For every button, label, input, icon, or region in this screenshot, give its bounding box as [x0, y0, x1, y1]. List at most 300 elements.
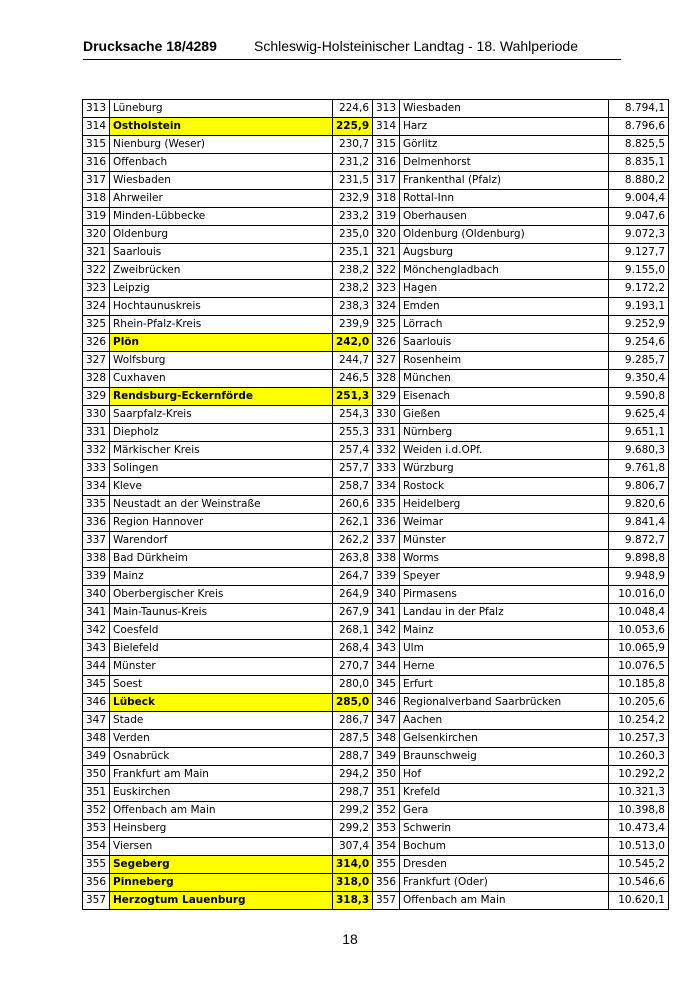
district-name-left: Coesfeld: [110, 622, 333, 640]
district-name-right: Erfurt: [400, 676, 609, 694]
value-right: 10.546,6: [609, 874, 669, 892]
table-row: [83, 262, 669, 280]
value-right: 8.794,1: [609, 100, 669, 118]
table-row: [83, 694, 669, 712]
district-name-right: Heidelberg: [400, 496, 609, 514]
table-row: [83, 802, 669, 820]
district-name-right: Oberhausen: [400, 208, 609, 226]
rank-left: 346: [83, 694, 110, 712]
rank-left: 338: [83, 550, 110, 568]
table-row: [83, 532, 669, 550]
rank-right: 353: [373, 820, 400, 838]
rank-right: 346: [373, 694, 400, 712]
table-row: [83, 586, 669, 604]
rank-right: 341: [373, 604, 400, 622]
value-right: 9.820,6: [609, 496, 669, 514]
value-right: 10.205,6: [609, 694, 669, 712]
rank-left: 320: [83, 226, 110, 244]
table-row: [83, 136, 669, 154]
value-left: 246,5: [333, 370, 373, 388]
table-row: [83, 190, 669, 208]
table-row: [83, 568, 669, 586]
rank-right: 354: [373, 838, 400, 856]
value-right: 10.620,1: [609, 892, 669, 910]
value-right: 9.350,4: [609, 370, 669, 388]
value-left: 299,2: [333, 820, 373, 838]
district-name-left: Saarlouis: [110, 244, 333, 262]
district-name-left: Wiesbaden: [110, 172, 333, 190]
value-left: 232,9: [333, 190, 373, 208]
district-name-right: Wiesbaden: [400, 100, 609, 118]
table-row: [83, 154, 669, 172]
rank-left: 351: [83, 784, 110, 802]
value-right: 9.254,6: [609, 334, 669, 352]
rank-right: 336: [373, 514, 400, 532]
district-name-right: Mainz: [400, 622, 609, 640]
ranking-table-body: [83, 100, 669, 910]
table-row: [83, 604, 669, 622]
value-left: 286,7: [333, 712, 373, 730]
value-left: 318,3: [333, 892, 373, 910]
district-name-right: Münster: [400, 532, 609, 550]
value-right: 9.806,7: [609, 478, 669, 496]
table-row: [83, 856, 669, 874]
district-name-left: Diepholz: [110, 424, 333, 442]
rank-right: 350: [373, 766, 400, 784]
district-name-left: Region Hannover: [110, 514, 333, 532]
value-right: 9.193,1: [609, 298, 669, 316]
district-name-left: Viersen: [110, 838, 333, 856]
district-name-left: Cuxhaven: [110, 370, 333, 388]
value-right: 10.048,4: [609, 604, 669, 622]
rank-left: 322: [83, 262, 110, 280]
rank-left: 332: [83, 442, 110, 460]
rank-left: 329: [83, 388, 110, 406]
rank-right: 347: [373, 712, 400, 730]
rank-left: 336: [83, 514, 110, 532]
value-right: 10.321,3: [609, 784, 669, 802]
district-name-right: Hagen: [400, 280, 609, 298]
rank-left: 341: [83, 604, 110, 622]
district-name-right: Speyer: [400, 568, 609, 586]
district-name-left: Hochtaunuskreis: [110, 298, 333, 316]
district-name-left: Wolfsburg: [110, 352, 333, 370]
district-name-right: Oldenburg (Oldenburg): [400, 226, 609, 244]
district-name-right: Krefeld: [400, 784, 609, 802]
table-row: [83, 478, 669, 496]
value-left: 263,8: [333, 550, 373, 568]
district-name-right: Lörrach: [400, 316, 609, 334]
rank-right: 324: [373, 298, 400, 316]
rank-left: 315: [83, 136, 110, 154]
district-name-right: Harz: [400, 118, 609, 136]
district-name-left: Plön: [110, 334, 333, 352]
district-name-right: München: [400, 370, 609, 388]
rank-left: 343: [83, 640, 110, 658]
district-name-left: Oberbergischer Kreis: [110, 586, 333, 604]
table-row: [83, 730, 669, 748]
rank-left: 333: [83, 460, 110, 478]
rank-left: 331: [83, 424, 110, 442]
value-left: 231,2: [333, 154, 373, 172]
district-name-right: Görlitz: [400, 136, 609, 154]
rank-right: 337: [373, 532, 400, 550]
value-right: 10.513,0: [609, 838, 669, 856]
rank-left: 356: [83, 874, 110, 892]
district-name-left: Warendorf: [110, 532, 333, 550]
table-row: [83, 316, 669, 334]
district-name-right: Gießen: [400, 406, 609, 424]
district-name-left: Saarpfalz-Kreis: [110, 406, 333, 424]
value-right: 9.841,4: [609, 514, 669, 532]
rank-right: 351: [373, 784, 400, 802]
table-row: [83, 676, 669, 694]
value-right: 9.625,4: [609, 406, 669, 424]
rank-left: 354: [83, 838, 110, 856]
value-left: 233,2: [333, 208, 373, 226]
rank-left: 345: [83, 676, 110, 694]
district-name-left: Neustadt an der Weinstraße: [110, 496, 333, 514]
table-row: [83, 658, 669, 676]
table-row: [83, 892, 669, 910]
rank-right: 326: [373, 334, 400, 352]
district-name-left: Münster: [110, 658, 333, 676]
district-name-right: Rottal-Inn: [400, 190, 609, 208]
rank-left: 319: [83, 208, 110, 226]
value-left: 235,1: [333, 244, 373, 262]
value-right: 9.155,0: [609, 262, 669, 280]
value-right: 9.172,2: [609, 280, 669, 298]
value-left: 238,2: [333, 280, 373, 298]
value-right: 8.835,1: [609, 154, 669, 172]
district-name-left: Rhein-Pfalz-Kreis: [110, 316, 333, 334]
rank-left: 335: [83, 496, 110, 514]
district-name-left: Main-Taunus-Kreis: [110, 604, 333, 622]
table-row: [83, 172, 669, 190]
rank-right: 355: [373, 856, 400, 874]
value-right: 9.761,8: [609, 460, 669, 478]
table-row: [83, 514, 669, 532]
table-row: [83, 838, 669, 856]
rank-right: 313: [373, 100, 400, 118]
rank-right: 356: [373, 874, 400, 892]
rank-right: 338: [373, 550, 400, 568]
header-rule: [83, 59, 621, 60]
value-left: 238,2: [333, 262, 373, 280]
value-right: 9.872,7: [609, 532, 669, 550]
rank-left: 324: [83, 298, 110, 316]
rank-right: 330: [373, 406, 400, 424]
rank-right: 323: [373, 280, 400, 298]
value-left: 268,4: [333, 640, 373, 658]
district-name-left: Minden-Lübbecke: [110, 208, 333, 226]
rank-left: 334: [83, 478, 110, 496]
table-row: [83, 280, 669, 298]
rank-left: 316: [83, 154, 110, 172]
value-right: 9.285,7: [609, 352, 669, 370]
table-row: [83, 244, 669, 262]
value-left: 285,0: [333, 694, 373, 712]
district-name-left: Bielefeld: [110, 640, 333, 658]
value-left: 260,6: [333, 496, 373, 514]
rank-left: 344: [83, 658, 110, 676]
value-left: 254,3: [333, 406, 373, 424]
value-right: 10.065,9: [609, 640, 669, 658]
district-name-left: Kleve: [110, 478, 333, 496]
value-left: 268,1: [333, 622, 373, 640]
table-row: [83, 784, 669, 802]
district-name-right: Gera: [400, 802, 609, 820]
district-name-left: Soest: [110, 676, 333, 694]
rank-left: 340: [83, 586, 110, 604]
district-name-left: Zweibrücken: [110, 262, 333, 280]
district-name-left: Leipzig: [110, 280, 333, 298]
value-right: 9.948,9: [609, 568, 669, 586]
value-left: 238,3: [333, 298, 373, 316]
district-name-right: Braunschweig: [400, 748, 609, 766]
value-left: 258,7: [333, 478, 373, 496]
table-row: [83, 334, 669, 352]
value-right: 8.825,5: [609, 136, 669, 154]
ranking-table: [82, 99, 669, 910]
district-name-left: Ahrweiler: [110, 190, 333, 208]
rank-left: 318: [83, 190, 110, 208]
rank-right: 325: [373, 316, 400, 334]
district-name-left: Bad Dürkheim: [110, 550, 333, 568]
value-left: 270,7: [333, 658, 373, 676]
district-name-right: Rostock: [400, 478, 609, 496]
district-name-left: Ostholstein: [110, 118, 333, 136]
value-left: 225,9: [333, 118, 373, 136]
rank-left: 321: [83, 244, 110, 262]
table-row: [83, 874, 669, 892]
rank-right: 340: [373, 586, 400, 604]
value-left: 298,7: [333, 784, 373, 802]
rank-right: 333: [373, 460, 400, 478]
value-right: 10.016,0: [609, 586, 669, 604]
table-row: [83, 442, 669, 460]
rank-right: 352: [373, 802, 400, 820]
value-right: 10.292,2: [609, 766, 669, 784]
rank-left: 323: [83, 280, 110, 298]
value-right: 9.072,3: [609, 226, 669, 244]
table-row: [83, 298, 669, 316]
value-left: 255,3: [333, 424, 373, 442]
district-name-right: Augsburg: [400, 244, 609, 262]
rank-left: 342: [83, 622, 110, 640]
value-left: 262,1: [333, 514, 373, 532]
value-right: 8.880,2: [609, 172, 669, 190]
value-left: 251,3: [333, 388, 373, 406]
rank-left: 352: [83, 802, 110, 820]
table-row: [83, 640, 669, 658]
district-name-right: Delmenhorst: [400, 154, 609, 172]
rank-left: 353: [83, 820, 110, 838]
district-name-right: Emden: [400, 298, 609, 316]
rank-right: 329: [373, 388, 400, 406]
rank-right: 328: [373, 370, 400, 388]
district-name-right: Mönchengladbach: [400, 262, 609, 280]
district-name-left: Oldenburg: [110, 226, 333, 244]
value-right: 10.473,4: [609, 820, 669, 838]
table-row: [83, 550, 669, 568]
rank-right: 348: [373, 730, 400, 748]
rank-left: 328: [83, 370, 110, 388]
value-left: 314,0: [333, 856, 373, 874]
district-name-right: Gelsenkirchen: [400, 730, 609, 748]
district-name-right: Schwerin: [400, 820, 609, 838]
rank-right: 314: [373, 118, 400, 136]
table-row: [83, 352, 669, 370]
district-name-left: Frankfurt am Main: [110, 766, 333, 784]
value-right: 9.651,1: [609, 424, 669, 442]
rank-right: 344: [373, 658, 400, 676]
value-right: 9.047,6: [609, 208, 669, 226]
value-right: 9.898,8: [609, 550, 669, 568]
table-row: [83, 118, 669, 136]
value-right: 10.398,8: [609, 802, 669, 820]
value-left: 267,9: [333, 604, 373, 622]
table-row: [83, 100, 669, 118]
district-name-left: Offenbach am Main: [110, 802, 333, 820]
table-row: [83, 226, 669, 244]
rank-left: 339: [83, 568, 110, 586]
rank-right: 319: [373, 208, 400, 226]
rank-right: 322: [373, 262, 400, 280]
value-left: 299,2: [333, 802, 373, 820]
rank-right: 332: [373, 442, 400, 460]
value-left: 294,2: [333, 766, 373, 784]
district-name-right: Rosenheim: [400, 352, 609, 370]
rank-left: 347: [83, 712, 110, 730]
value-left: 262,2: [333, 532, 373, 550]
rank-right: 343: [373, 640, 400, 658]
value-right: 9.127,7: [609, 244, 669, 262]
rank-left: 349: [83, 748, 110, 766]
district-name-right: Würzburg: [400, 460, 609, 478]
value-left: 231,5: [333, 172, 373, 190]
rank-right: 318: [373, 190, 400, 208]
district-name-left: Osnabrück: [110, 748, 333, 766]
district-name-left: Verden: [110, 730, 333, 748]
district-name-right: Herne: [400, 658, 609, 676]
district-name-right: Weiden i.d.OPf.: [400, 442, 609, 460]
value-right: 9.680,3: [609, 442, 669, 460]
value-left: 264,9: [333, 586, 373, 604]
table-row: [83, 388, 669, 406]
value-right: 9.252,9: [609, 316, 669, 334]
district-name-right: Weimar: [400, 514, 609, 532]
value-left: 239,9: [333, 316, 373, 334]
value-right: 10.076,5: [609, 658, 669, 676]
district-name-right: Regionalverband Saarbrücken: [400, 694, 609, 712]
value-right: 9.590,8: [609, 388, 669, 406]
rank-right: 339: [373, 568, 400, 586]
value-right: 10.260,3: [609, 748, 669, 766]
rank-left: 327: [83, 352, 110, 370]
district-name-left: Lübeck: [110, 694, 333, 712]
rank-left: 348: [83, 730, 110, 748]
district-name-right: Worms: [400, 550, 609, 568]
value-left: 318,0: [333, 874, 373, 892]
value-right: 8.796,6: [609, 118, 669, 136]
table-row: [83, 766, 669, 784]
district-name-left: Mainz: [110, 568, 333, 586]
value-right: 10.257,3: [609, 730, 669, 748]
rank-left: 326: [83, 334, 110, 352]
rank-left: 330: [83, 406, 110, 424]
value-right: 10.053,6: [609, 622, 669, 640]
value-left: 264,7: [333, 568, 373, 586]
district-name-left: Pinneberg: [110, 874, 333, 892]
rank-right: 317: [373, 172, 400, 190]
district-name-left: Stade: [110, 712, 333, 730]
value-left: 288,7: [333, 748, 373, 766]
district-name-left: Herzogtum Lauenburg: [110, 892, 333, 910]
rank-right: 345: [373, 676, 400, 694]
value-left: 224,6: [333, 100, 373, 118]
district-name-right: Ulm: [400, 640, 609, 658]
rank-left: 337: [83, 532, 110, 550]
district-name-left: Lüneburg: [110, 100, 333, 118]
district-name-left: Offenbach: [110, 154, 333, 172]
rank-right: 335: [373, 496, 400, 514]
value-left: 242,0: [333, 334, 373, 352]
parliament-title: Schleswig-Holsteinischer Landtag - 18. Wahlperiode: [254, 38, 578, 54]
document-number: Drucksache 18/4289: [83, 38, 217, 54]
district-name-right: Saarlouis: [400, 334, 609, 352]
rank-left: 357: [83, 892, 110, 910]
value-left: 287,5: [333, 730, 373, 748]
rank-right: 334: [373, 478, 400, 496]
district-name-left: Segeberg: [110, 856, 333, 874]
district-name-right: Aachen: [400, 712, 609, 730]
rank-right: 315: [373, 136, 400, 154]
page-header: [83, 38, 621, 60]
rank-right: 349: [373, 748, 400, 766]
district-name-right: Bochum: [400, 838, 609, 856]
district-name-left: Rendsburg-Eckernförde: [110, 388, 333, 406]
rank-left: 314: [83, 118, 110, 136]
value-right: 10.185,8: [609, 676, 669, 694]
table-row: [83, 406, 669, 424]
district-name-right: Offenbach am Main: [400, 892, 609, 910]
district-name-right: Eisenach: [400, 388, 609, 406]
rank-left: 355: [83, 856, 110, 874]
rank-right: 321: [373, 244, 400, 262]
value-left: 230,7: [333, 136, 373, 154]
district-name-right: Nürnberg: [400, 424, 609, 442]
value-left: 257,7: [333, 460, 373, 478]
district-name-right: Dresden: [400, 856, 609, 874]
rank-right: 327: [373, 352, 400, 370]
rank-right: 320: [373, 226, 400, 244]
value-right: 10.545,2: [609, 856, 669, 874]
district-name-right: Pirmasens: [400, 586, 609, 604]
table-row: [83, 370, 669, 388]
table-row: [83, 712, 669, 730]
table-row: [83, 820, 669, 838]
district-name-left: Solingen: [110, 460, 333, 478]
table-row: [83, 424, 669, 442]
value-left: 280,0: [333, 676, 373, 694]
rank-right: 331: [373, 424, 400, 442]
rank-right: 357: [373, 892, 400, 910]
district-name-left: Euskirchen: [110, 784, 333, 802]
district-name-left: Märkischer Kreis: [110, 442, 333, 460]
district-name-left: Nienburg (Weser): [110, 136, 333, 154]
district-name-right: Hof: [400, 766, 609, 784]
